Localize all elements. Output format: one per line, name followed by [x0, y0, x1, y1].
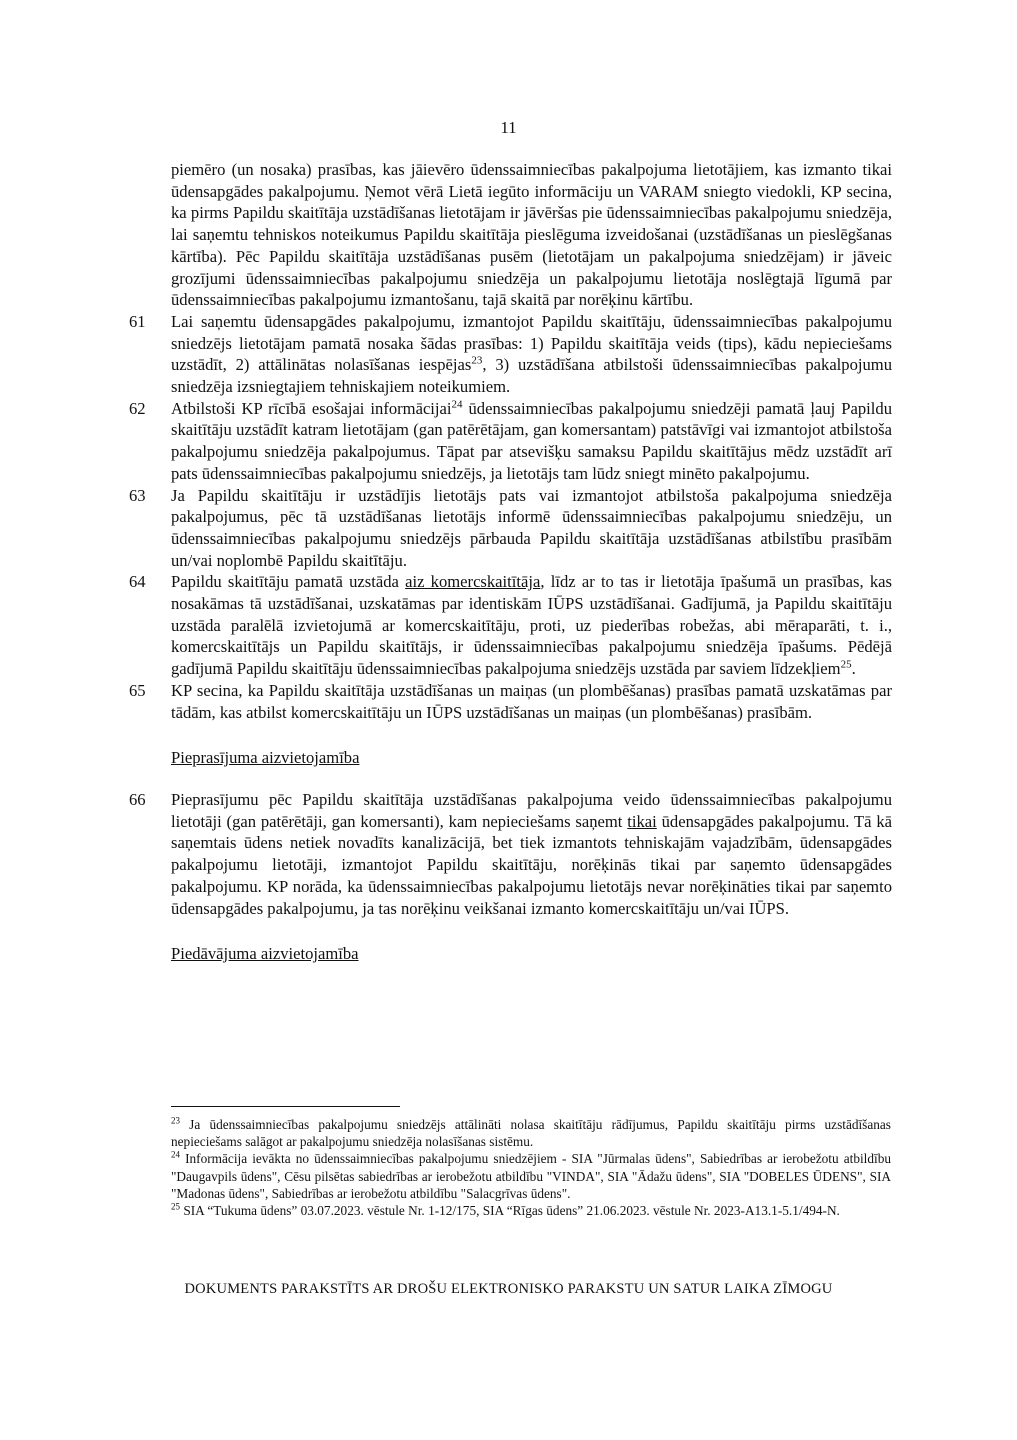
paragraph-text: piemēro (un nosaka) prasības, kas jāievēro ūdenssaimniecības pakalpojuma lietotājiem, kas izmanto tikai ūdensapgādes pakalpojumu. Ņemot vērā Lietā iegūto informāciju un VARAM sniegto viedokli, KP secina, ka pirms Papildu skaitītāja uzstādīšanas lietotājam ir jāvēršas pie ūdenssaimniecības pakalpojumu sniedzēja, lai saņemtu tehniskos noteikumus Papildu skaitītāja pieslēguma izveidošanai (uzstādīšanas un pieslēgšanas kārtība). Pēc Papildu skaitītāja uzstādīšanas pusēm (lietotājam un pakalpojuma sniedzējam) ir jāveic grozījumi ūdenssaimniecības pakalpojumu sniedzēja un pakalpojumu lietotāja noslēgtajā līgumā par ūdenssaimniecības pakalpojumu izmantošanu, tajā skaitā par norēķinu kārtību. [171, 160, 892, 310]
section-heading-supply: Piedāvājuma aizvietojamība [171, 944, 359, 964]
paragraph-number: 64 [129, 572, 146, 592]
footnote-ref-25[interactable]: 25 [840, 658, 852, 671]
section-heading-demand: Pieprasījuma aizvietojamība [171, 748, 360, 768]
footnote-number: 23 [171, 1115, 180, 1126]
footnotes [171, 1116, 891, 1219]
footnote-23: $^{23}$ Ja ūdenssaimniecības pakalpojumu sniedzējs attālināti nolasa skaitītāju rādījumus, Papildu skaitītāju pirms uzstādīšanas nepieciešams salāgot ar pakalpojumu sniedzēja nolasīšanas sistēmu. [171, 1115, 891, 1150]
footnote-25: $^{25}$ SIA “Tukuma ūdens” 03.07.2023. vēstule Nr. 1-12/175, SIA “Rīgas ūdens” 21.06.2023. vēstule Nr. 2023-A13.1-5.1/494-N. [171, 1201, 840, 1219]
paragraph-62 [129, 398, 892, 485]
footnote-ref-23[interactable]: 23 [471, 354, 483, 367]
paragraph-63 [129, 485, 892, 572]
document-body [129, 159, 892, 965]
page-number: 11 [500, 118, 517, 137]
paragraph-text: KP secina, ka Papildu skaitītāja uzstādīšanas un maiņas (un plombēšanas) prasības pamatā uzskatāmas par tādām, kas atbilst komercskaitītāju un IŪPS uzstādīšanas un maiņas (un plombēšanas) prasībām. [171, 680, 892, 722]
paragraph-number: 66 [129, 789, 146, 809]
footnote-number: 25 [171, 1201, 180, 1212]
paragraph-text: Papildu skaitītāju pamatā uzstāda aiz komercskaitītāja, līdz ar to tas ir lietotāja īpašumā un prasības, kas nosakāmas tā uzstādīšanai, uzskatāmas par identiskām IŪPS uzstādīšanai. Gadījumā, ja Papildu skaitītāju uzstāda paralēlā izvietojumā ar komercskaitītāju, proti, uz piederības robežas, abi mēraparāti, t. i., komercskaitītājs un Papildu skaitītājs, ir ūdenssaimniecības pakalpojumu sniedzēja īpašums. Pēdējā gadījumā Papildu skaitītāju ūdenssaimniecības pakalpojuma sniedzējs uzstāda par saviem līdzekļiem$^{25}$. [171, 572, 892, 679]
paragraph-text: Atbilstoši KP rīcībā esošajai informācijai$^{24}$ ūdenssaimniecības pakalpojumu sniedzēji pamatā ļauj Papildu skaitītāju uzstādīt katram lietotājam (gan patērētājam, gan komersantam) patstāvīgi vai izmantojot atbilstoša pakalpojumu sniedzēja pakalpojumus. Tāpat par atsevišķu samaksu Papildu skaitītājus mēdz uzstādīt arī pats ūdenssaimniecības pakalpojumu sniedzējs, ja lietotājs tam lūdz sniegt minēto pakalpojumu. [171, 398, 892, 483]
paragraph-number: 63 [129, 485, 146, 505]
underlined-phrase: tikai [627, 811, 657, 831]
paragraph-61 [129, 311, 892, 398]
footnote-number: 24 [171, 1149, 180, 1160]
paragraph-64 [129, 571, 892, 680]
footnote-24: $^{24}$ Informācija ievākta no ūdenssaimniecības pakalpojumu sniedzējiem - SIA "Jūrmalas ūdens", Sabiedrības ar ierobežotu atbildību "Daugavpils ūdens", Cēsu pilsētas sabiedrības ar ierobežotu atbildību "VINDA", SIA "Ādažu ūdens", SIA "DOBELES ŪDENS", SIA "Madonas ūdens", Sabiedrības ar ierobežotu atbildību "Salacgrīvas ūdens". [171, 1149, 891, 1201]
paragraph-number: 65 [129, 680, 146, 700]
underlined-phrase: aiz komercskaitītāja [405, 572, 541, 592]
footnote-divider [171, 1106, 400, 1107]
paragraph-text: Pieprasījumu pēc Papildu skaitītāja uzstādīšanas pakalpojuma veido ūdenssaimniecības pakalpojumu lietotāji (gan patērētāji, gan komersanti), kam nepieciešams saņemt tikai ūdensapgādes pakalpojumu. Tā kā saņemtais ūdens netiek novadīts kanalizācijā, bet tiek izmantots tehniskajām vajadzībām, ūdensapgādes pakalpojumu lietotāji, izmantojot Papildu skaitītāju, norēķinās tikai par saņemto ūdensapgādes pakalpojumu. KP norāda, ka ūdenssaimniecības pakalpojumu lietotājs nevar norēķināties tikai par saņemto ūdensapgādes pakalpojumu, ja tas norēķinu veikšanai izmanto komercskaitītāju un/vai IŪPS. [171, 789, 893, 918]
paragraph-text: Ja Papildu skaitītāju ir uzstādījis lietotājs pats vai izmantojot atbilstoša pakalpojuma sniedzēja pakalpojumus, pēc tā uzstādīšanas lietotājs informē ūdenssaimniecības pakalpojumu sniedzēju, un ūdenssaimniecības pakalpojumu sniedzējs pārbauda Papildu skaitītāja uzstādīšanas atbilstību prasībām un/vai noplombē Papildu skaitītāju. [171, 485, 892, 570]
paragraph-text: Lai saņemtu ūdensapgādes pakalpojumu, izmantojot Papildu skaitītāju, ūdenssaimniecības pakalpojumu sniedzējs lietotājam pamatā nosaka šādas prasības: 1) Papildu skaitītāja veids (tips), kādu nepieciešams uzstādīt, 2) attālinātas nolasīšanas iespējas$^{23}$, 3) uzstādīšana atbilstoši ūdenssaimniecības pakalpojumu sniedzēja izsniegtajiem tehniskajiem noteikumiem. [171, 311, 893, 397]
paragraph-65 [129, 680, 892, 723]
footnote-ref-24[interactable]: 24 [451, 398, 463, 411]
signature-footer: DOKUMENTS PARAKSTĪTS AR DROŠU ELEKTRONISKO PARAKSTU UN SATUR LAIKA ZĪMOGU [184, 1281, 833, 1297]
paragraph-66 [129, 789, 892, 919]
paragraph-number: 61 [129, 311, 146, 331]
paragraph-continuation [129, 159, 892, 311]
paragraph-number: 62 [129, 398, 146, 418]
